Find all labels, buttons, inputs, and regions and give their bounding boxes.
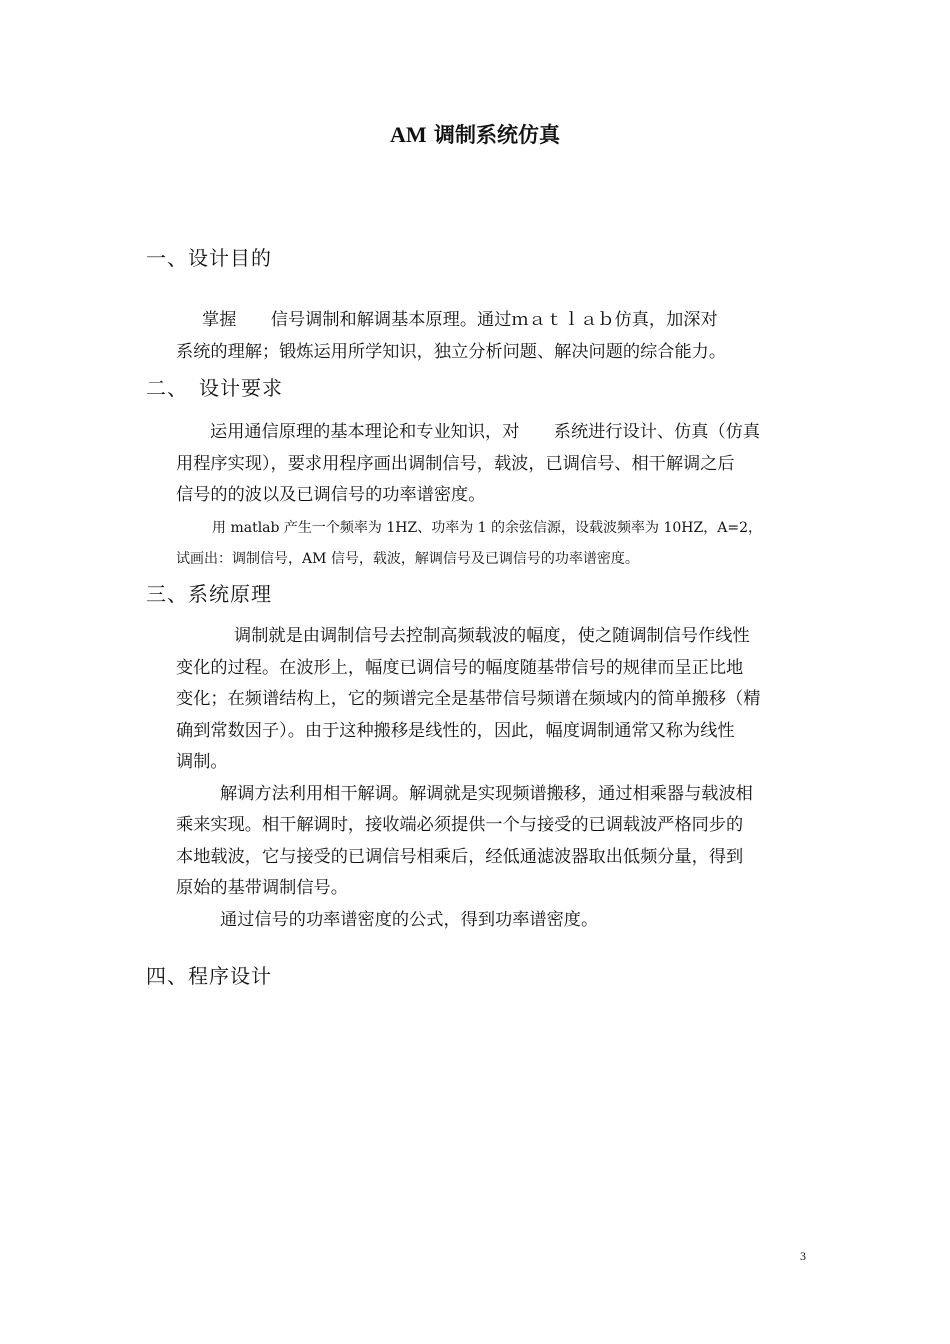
section-body-requirements-task xyxy=(176,513,810,575)
text-line: 信号的的波以及已调信号的功率谱密度。 xyxy=(176,485,486,505)
section-heading-program-design: 四、程序设计 xyxy=(146,964,272,988)
section-body-purpose xyxy=(176,305,810,368)
text-line: 乘来实现。相干解调时，接收端必须提供一个与接受的已调载波严格同步的 xyxy=(176,815,744,835)
text-line: 用 matlab 产生一个频率为 1HZ、功率为 1 的余弦信源，设载波频率为 10HZ，A=2， xyxy=(212,520,762,536)
page-number: 3 xyxy=(800,1249,806,1263)
text-line: 变化；在频谱结构上，它的频谱完全是基带信号频谱在频域内的简单搬移（精 xyxy=(176,689,761,709)
text-line: 原始的基带调制信号。 xyxy=(176,878,348,898)
text-line: 试画出：调制信号，AM 信号，载波，解调信号及已调信号的功率谱密度。 xyxy=(176,551,639,567)
page-title xyxy=(0,120,950,150)
title-latin: AM xyxy=(390,122,427,147)
section-body-requirements xyxy=(176,417,810,512)
section-heading-principle: 三、系统原理 xyxy=(146,582,272,606)
text-line: 调制。 xyxy=(176,752,228,772)
text-line: 调制就是由调制信号去控制高频载波的幅度，使之随调制信号作线性 xyxy=(234,626,750,646)
text-line: 本地载波，它与接受的已调信号相乘后，经低通滤波器取出低频分量，得到 xyxy=(176,846,744,867)
text-line: 变化的过程。在波形上，幅度已调信号的幅度随基带信号的规律而呈正比地 xyxy=(176,657,744,678)
section-body-principle xyxy=(176,621,810,936)
text-line: 掌握 信号调制和解调基本原理。通过ｍａｔｌａｂ仿真，加深对 xyxy=(202,310,718,330)
text-line: 用程序实现），要求用程序画出调制信号，载波，已调信号、相干解调之后 xyxy=(176,453,735,474)
text-line: 运用通信原理的基本理论和专业知识，对 系统进行设计、仿真（仿真 xyxy=(210,422,761,442)
section-heading-purpose: 一、设计目的 xyxy=(146,246,272,270)
text-line: 通过信号的功率谱密度的公式，得到功率谱密度。 xyxy=(220,909,599,930)
text-line: 确到常数因子）。由于这种搬移是线性的，因此，幅度调制通常又称为线性 xyxy=(176,720,735,741)
text-line: 解调方法利用相干解调。解调就是实现频谱搬移，通过相乘器与载波相 xyxy=(220,783,753,804)
title-cjk: 调制系统仿真 xyxy=(433,122,560,147)
section-heading-requirements: 二、 设计要求 xyxy=(146,376,283,400)
text-line: 系统的理解；锻炼运用所学知识，独立分析问题、解决问题的综合能力。 xyxy=(176,341,727,362)
